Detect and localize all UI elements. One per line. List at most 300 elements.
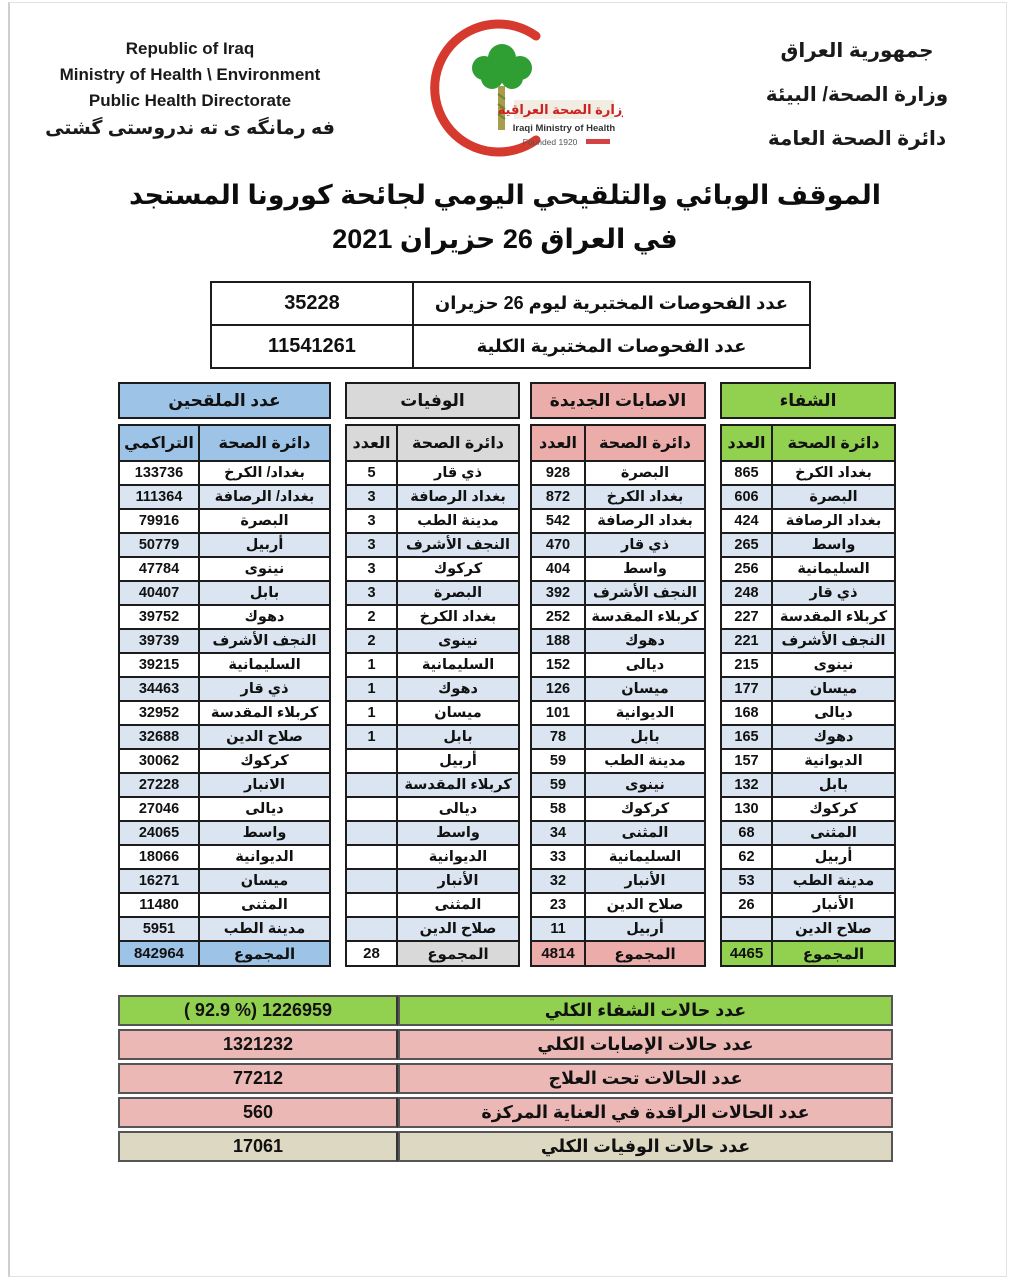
province-cell: النجف الأشرف [585,581,705,605]
province-cell: كركوك [772,797,895,821]
vaccinated-table [118,382,331,967]
table-row [119,557,330,581]
table-row [119,797,330,821]
province-cell: ذي قار [199,677,330,701]
ministry-logo-icon [418,8,623,166]
count-cell: 34463 [119,677,199,701]
lab-tests-table [210,281,811,369]
summary-row [118,1131,893,1162]
province-cell: دهوك [585,629,705,653]
province-cell: ديالى [199,797,330,821]
tests-today-label: عدد الفحوصات المختبرية ليوم 26 حزيران [413,282,810,325]
count-cell: 32688 [119,725,199,749]
province-cell: بغداد الرصافة [397,485,519,509]
table-row [531,461,705,485]
province-cell: السليمانية [585,845,705,869]
table-row [531,917,705,941]
count-cell: 168 [721,701,772,725]
province-cell: واسط [585,557,705,581]
count-cell: 50779 [119,533,199,557]
province-cell: السليمانية [397,653,519,677]
count-cell: 872 [531,485,585,509]
province-cell: نينوى [397,629,519,653]
header-kurdish-line: فه رمانگه ی ته ندروستی گشتی [45,118,335,139]
table-row [346,581,519,605]
province-cell: النجف الأشرف [397,533,519,557]
total-label: المجموع [772,941,895,966]
total-row [119,941,330,966]
count-cell: 59 [531,749,585,773]
table-row [531,485,705,509]
table-row [531,653,705,677]
table-row [211,282,810,325]
deaths-table-title: الوفيات [345,382,520,419]
province-cell: البصرة [199,509,330,533]
tests-total-value: 11541261 [211,325,413,368]
table-row [721,821,895,845]
count-cell: 252 [531,605,585,629]
table-row [531,893,705,917]
count-cell [346,917,397,941]
province-cell: كربلاء المقدسة [199,701,330,725]
svg-text:Iraqi Ministry of Health: Iraqi Ministry of Health [512,123,616,134]
column-header-directorate: دائرة الصحة [772,425,895,461]
table-row [721,749,895,773]
table-row [346,485,519,509]
new-infections-table [530,382,706,967]
table-row [721,869,895,893]
province-cell: الانبار [199,773,330,797]
province-cell: أربيل [199,533,330,557]
table-row [721,773,895,797]
summary-value: 560 [118,1097,398,1128]
count-cell: 3 [346,509,397,533]
table-row [721,797,895,821]
count-cell: 79916 [119,509,199,533]
table-header-row [531,425,705,461]
count-cell [721,917,772,941]
count-cell: 27046 [119,797,199,821]
table-row [721,845,895,869]
province-cell: ميسان [199,869,330,893]
count-cell: 215 [721,653,772,677]
deaths-table [345,382,520,967]
count-cell: 392 [531,581,585,605]
count-cell [346,749,397,773]
table-row [119,749,330,773]
province-cell: الديوانية [772,749,895,773]
table-row [119,677,330,701]
table-row [531,701,705,725]
count-cell: 542 [531,509,585,533]
province-cell: ديالى [772,701,895,725]
province-cell: ديالى [585,653,705,677]
summary-label: عدد حالات الشفاء الكلي [398,995,893,1026]
province-cell: كركوك [585,797,705,821]
province-cell: بغداد الكرخ [772,461,895,485]
count-cell: 18066 [119,845,199,869]
table-row [721,605,895,629]
table-row [119,893,330,917]
province-cell: أربيل [397,749,519,773]
count-cell: 68 [721,821,772,845]
count-cell: 928 [531,461,585,485]
count-cell: 177 [721,677,772,701]
table-row [531,869,705,893]
table-row [346,893,519,917]
count-cell: 53 [721,869,772,893]
table-row [119,917,330,941]
province-cell: ميسان [585,677,705,701]
count-cell: 3 [346,485,397,509]
recovery-table [720,382,896,967]
total-row [721,941,895,966]
count-cell: 111364 [119,485,199,509]
count-cell: 2 [346,629,397,653]
summary-row [118,1029,893,1060]
province-cell: ذي قار [397,461,519,485]
table-header-row [346,425,519,461]
province-cell: بغداد الرصافة [772,509,895,533]
total-value: 842964 [119,941,199,966]
table-row [531,629,705,653]
count-cell: 3 [346,533,397,557]
column-header-directorate: دائرة الصحة [585,425,705,461]
table-header-row [721,425,895,461]
province-cell: مدينة الطب [397,509,519,533]
count-cell: 256 [721,557,772,581]
summary-label: عدد الحالات الراقدة في العناية المركزة [398,1097,893,1128]
table-row [531,845,705,869]
table-row [721,653,895,677]
total-label: المجموع [585,941,705,966]
province-cell: بغداد الرصافة [585,509,705,533]
header-english-line: Ministry of Health \ Environment [59,65,321,84]
count-cell: 133736 [119,461,199,485]
count-cell: 424 [721,509,772,533]
count-cell [346,773,397,797]
province-cell: صلاح الدين [772,917,895,941]
count-cell: 30062 [119,749,199,773]
count-cell: 40407 [119,581,199,605]
province-cell: دهوك [772,725,895,749]
province-cell: كربلاء المقدسة [772,605,895,629]
count-cell: 132 [721,773,772,797]
province-cell: بابل [199,581,330,605]
count-cell: 404 [531,557,585,581]
table-row [531,557,705,581]
province-cell: نينوى [772,653,895,677]
province-cell: كركوك [199,749,330,773]
summary-row [118,995,893,1026]
count-cell: 24065 [119,821,199,845]
table-row [531,749,705,773]
svg-text:وزارة الصحة العراقية: وزارة الصحة العراقية [497,102,623,117]
total-value: 28 [346,941,397,966]
column-header-directorate: دائرة الصحة [199,425,330,461]
province-cell: نينوى [585,773,705,797]
table-row [721,533,895,557]
header-arabic-line: جمهورية العراق [780,40,934,62]
table-row [346,845,519,869]
table-row [346,557,519,581]
count-cell [346,893,397,917]
count-cell: 59 [531,773,585,797]
province-cell: البصرة [397,581,519,605]
province-cell: مدينة الطب [199,917,330,941]
table-row [721,677,895,701]
count-cell [346,845,397,869]
province-cell: ميسان [397,701,519,725]
count-cell: 34 [531,821,585,845]
province-cell: أربيل [772,845,895,869]
province-cell: واسط [772,533,895,557]
table-row [346,629,519,653]
table-row [119,845,330,869]
table-row [346,917,519,941]
table-row [531,821,705,845]
new-infections-table-title: الاصابات الجديدة [530,382,706,419]
table-row [119,485,330,509]
count-cell: 27228 [119,773,199,797]
table-row [346,773,519,797]
province-cell: بغداد الكرخ [585,485,705,509]
province-cell: المثنى [397,893,519,917]
header-english-line: Public Health Directorate [88,91,292,110]
count-cell: 470 [531,533,585,557]
count-cell: 221 [721,629,772,653]
count-cell: 23 [531,893,585,917]
province-cell: بغداد الكرخ [397,605,519,629]
total-row [531,941,705,966]
province-cell: المثنى [199,893,330,917]
table-row [346,797,519,821]
count-cell: 32952 [119,701,199,725]
count-cell: 33 [531,845,585,869]
province-cell: البصرة [585,461,705,485]
count-cell: 2 [346,605,397,629]
column-header-value: العدد [531,425,585,461]
count-cell: 62 [721,845,772,869]
table-row [119,821,330,845]
table-row [531,605,705,629]
province-cell: النجف الأشرف [772,629,895,653]
province-cell: المثنى [772,821,895,845]
table-row [346,821,519,845]
table-row [119,581,330,605]
table-row [721,509,895,533]
count-cell: 16271 [119,869,199,893]
table-row [346,725,519,749]
summary-label: عدد الحالات تحت العلاج [398,1063,893,1094]
table-row [346,677,519,701]
table-row [119,773,330,797]
table-header-row [119,425,330,461]
count-cell: 1 [346,701,397,725]
province-cell: السليمانية [199,653,330,677]
count-cell: 165 [721,725,772,749]
count-cell: 3 [346,557,397,581]
count-cell: 157 [721,749,772,773]
province-cell: دهوك [397,677,519,701]
province-cell: بابل [585,725,705,749]
table-row [721,917,895,941]
province-cell: الديوانية [199,845,330,869]
table-row [531,677,705,701]
count-cell: 248 [721,581,772,605]
summary-row [118,1097,893,1128]
count-cell: 188 [531,629,585,653]
province-cell: بغداد/ الرصافة [199,485,330,509]
tests-total-label: عدد الفحوصات المختبرية الكلية [413,325,810,368]
table-row [531,509,705,533]
table-row [119,701,330,725]
count-cell: 5951 [119,917,199,941]
table-row [346,749,519,773]
table-row [119,725,330,749]
total-label: المجموع [397,941,519,966]
count-cell: 227 [721,605,772,629]
count-cell: 1 [346,725,397,749]
summary-label: عدد حالات الوفيات الكلي [398,1131,893,1162]
count-cell: 606 [721,485,772,509]
province-cell: الأنبار [397,869,519,893]
province-cell: صلاح الدين [199,725,330,749]
province-cell: الديوانية [585,701,705,725]
table-row [119,461,330,485]
header-arabic-line: دائرة الصحة العامة [767,128,947,150]
table-row [531,581,705,605]
count-cell: 1 [346,677,397,701]
column-header-value: العدد [346,425,397,461]
table-row [721,461,895,485]
province-cell: ذي قار [585,533,705,557]
document-title [0,180,1010,255]
count-cell: 126 [531,677,585,701]
table-row [721,701,895,725]
summary-value: ( 92.9 %) 1226959 [118,995,398,1026]
tests-today-value: 35228 [211,282,413,325]
count-cell: 58 [531,797,585,821]
province-cell: مدينة الطب [772,869,895,893]
province-cell: بابل [397,725,519,749]
province-cell: المثنى [585,821,705,845]
table-row [346,869,519,893]
summary-value: 77212 [118,1063,398,1094]
total-value: 4814 [531,941,585,966]
total-value: 4465 [721,941,772,966]
column-header-value: العدد [721,425,772,461]
province-cell: كربلاء المقدسة [585,605,705,629]
total-row [346,941,519,966]
province-cell: السليمانية [772,557,895,581]
province-cell: الديوانية [397,845,519,869]
count-cell: 39215 [119,653,199,677]
province-cell: بغداد/ الكرخ [199,461,330,485]
table-row [721,629,895,653]
count-cell: 39752 [119,605,199,629]
province-cell: نينوى [199,557,330,581]
table-row [119,869,330,893]
province-cell: صلاح الدين [397,917,519,941]
column-header-directorate: دائرة الصحة [397,425,519,461]
recovery-table-title: الشفاء [720,382,896,419]
header-arabic [732,38,982,170]
document-title-line1: الموقف الوبائي والتلقيحي اليومي لجائحة كورونا المستجد [128,180,882,210]
province-cell: كركوك [397,557,519,581]
header-english [30,36,350,142]
province-cell: دهوك [199,605,330,629]
count-cell: 5 [346,461,397,485]
vaccinated-table-title: عدد الملقحين [118,382,331,419]
table-row [346,461,519,485]
header-english-line: Republic of Iraq [125,39,255,58]
table-row [119,509,330,533]
table-row [531,533,705,557]
count-cell: 39739 [119,629,199,653]
count-cell: 265 [721,533,772,557]
province-cell: صلاح الدين [585,893,705,917]
province-cell: البصرة [772,485,895,509]
count-cell [346,797,397,821]
document-title-line2: في العراق 26 حزيران 2021 [332,224,678,254]
table-row [211,325,810,368]
summary-value: 17061 [118,1131,398,1162]
total-label: المجموع [199,941,330,966]
province-cell: ذي قار [772,581,895,605]
column-header-value: التراكمي [119,425,199,461]
svg-text:Founded 1920: Founded 1920 [522,137,578,147]
province-cell: مدينة الطب [585,749,705,773]
table-row [721,557,895,581]
count-cell: 26 [721,893,772,917]
count-cell: 865 [721,461,772,485]
province-cell: ديالى [397,797,519,821]
table-row [721,485,895,509]
province-cell: أربيل [585,917,705,941]
count-cell: 152 [531,653,585,677]
province-cell: واسط [397,821,519,845]
count-cell: 1 [346,653,397,677]
count-cell: 101 [531,701,585,725]
summary-value: 1321232 [118,1029,398,1060]
province-cell: النجف الأشرف [199,629,330,653]
table-row [119,629,330,653]
province-cell: الأنبار [585,869,705,893]
summary-label: عدد حالات الإصابات الكلي [398,1029,893,1060]
table-row [346,653,519,677]
province-cell: الأنبار [772,893,895,917]
count-cell: 3 [346,581,397,605]
ministry-logo [418,8,623,166]
table-row [119,533,330,557]
table-row [346,509,519,533]
count-cell: 11480 [119,893,199,917]
table-row [721,725,895,749]
table-row [119,605,330,629]
table-row [721,893,895,917]
province-cell: كربلاء المقدسة [397,773,519,797]
province-cell: بابل [772,773,895,797]
summary-row [118,1063,893,1094]
count-cell [346,821,397,845]
province-cell: ميسان [772,677,895,701]
table-row [346,701,519,725]
header-arabic-line: وزارة الصحة/ البيئة [765,84,949,106]
table-row [531,773,705,797]
count-cell [346,869,397,893]
table-row [119,653,330,677]
